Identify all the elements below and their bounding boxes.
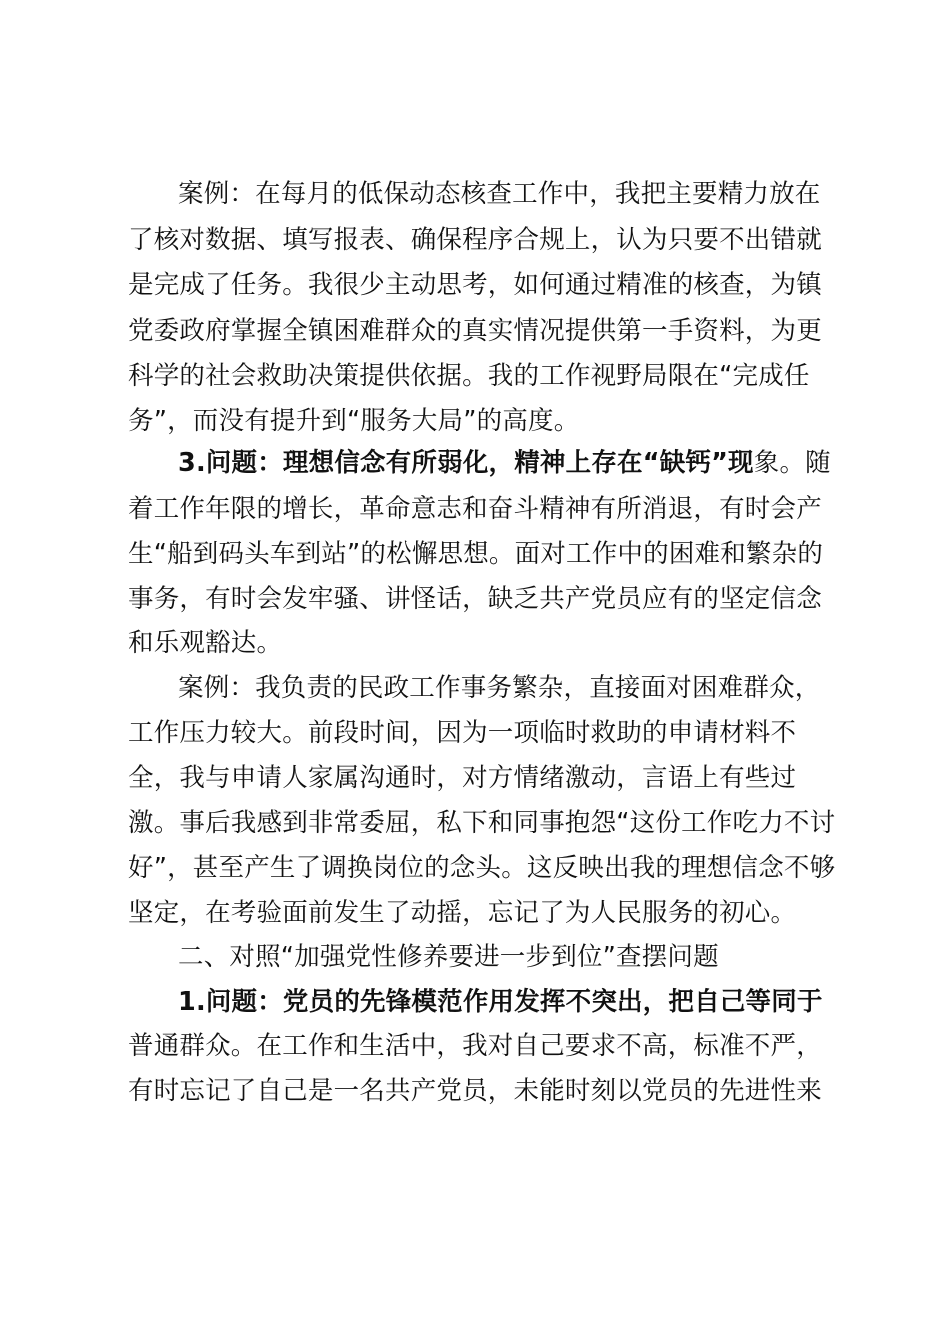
case-paragraph-1-line-5: 科学的社会救助决策提供依据。我的工作视野局限在“完成任 [128, 361, 810, 391]
issue-3-heading-continuation: 象。随 [753, 448, 831, 478]
case-paragraph-2-line-2: 工作压力较大。前段时间，因为一项临时救助的申请材料不 [128, 718, 797, 748]
section-2-heading: 二、对照“加强党性修养要进一步到位”查摆问题 [178, 942, 719, 972]
case-paragraph-2-line-5: 好”，甚至产生了调换岗位的念头。这反映出我的理想信念不够 [128, 853, 836, 883]
case-paragraph-1-line-6: 务”，而没有提升到“服务大局”的高度。 [128, 406, 580, 436]
section-2-issue-1-line-1: 1.问题：党员的先锋模范作用发挥不突出，把自己等同于 [178, 987, 823, 1017]
issue-3-line-2: 着工作年限的增长，革命意志和奋斗精神有所消退，有时会产 [128, 494, 822, 524]
issue-3-line-1 [178, 441, 838, 485]
case-paragraph-1-line-3: 是完成了任务。我很少主动思考，如何通过精准的核查，为镇 [128, 270, 822, 300]
case-paragraph-2-line-1: 案例：我负责的民政工作事务繁杂，直接面对困难群众， [178, 673, 821, 703]
case-paragraph-1-line-4: 党委政府掌握全镇困难群众的真实情况提供第一手资料，为更 [128, 316, 822, 346]
issue-3-line-3: 生“船到码头车到站”的松懈思想。面对工作中的困难和繁杂的 [128, 539, 824, 569]
issue-3-heading: 3.问题：理想信念有所弱化，精神上存在“缺钙”现 [178, 448, 754, 478]
case-paragraph-1-line-1: 案例：在每月的低保动态核查工作中，我把主要精力放在 [178, 179, 821, 209]
case-paragraph-2-line-3: 全，我与申请人家属沟通时，对方情绪激动，言语上有些过 [128, 763, 797, 793]
issue-3-line-5: 和乐观豁达。 [128, 628, 283, 658]
case-paragraph-2-line-6: 坚定，在考验面前发生了动摇，忘记了为人民服务的初心。 [128, 898, 797, 928]
case-paragraph-1-line-2: 了核对数据、填写报表、确保程序合规上，认为只要不出错就 [128, 225, 822, 255]
section-2-issue-1-line-3: 有时忘记了自己是一名共产党员，未能时刻以党员的先进性来 [128, 1076, 822, 1106]
section-2-issue-1-line-2: 普通群众。在工作和生活中，我对自己要求不高，标准不严， [128, 1031, 822, 1061]
issue-3-line-4: 事务，有时会发牢骚、讲怪话，缺乏共产党员应有的坚定信念 [128, 584, 822, 614]
case-paragraph-2-line-4: 激。事后我感到非常委屈，私下和同事抱怨“这份工作吃力不讨 [128, 808, 836, 838]
